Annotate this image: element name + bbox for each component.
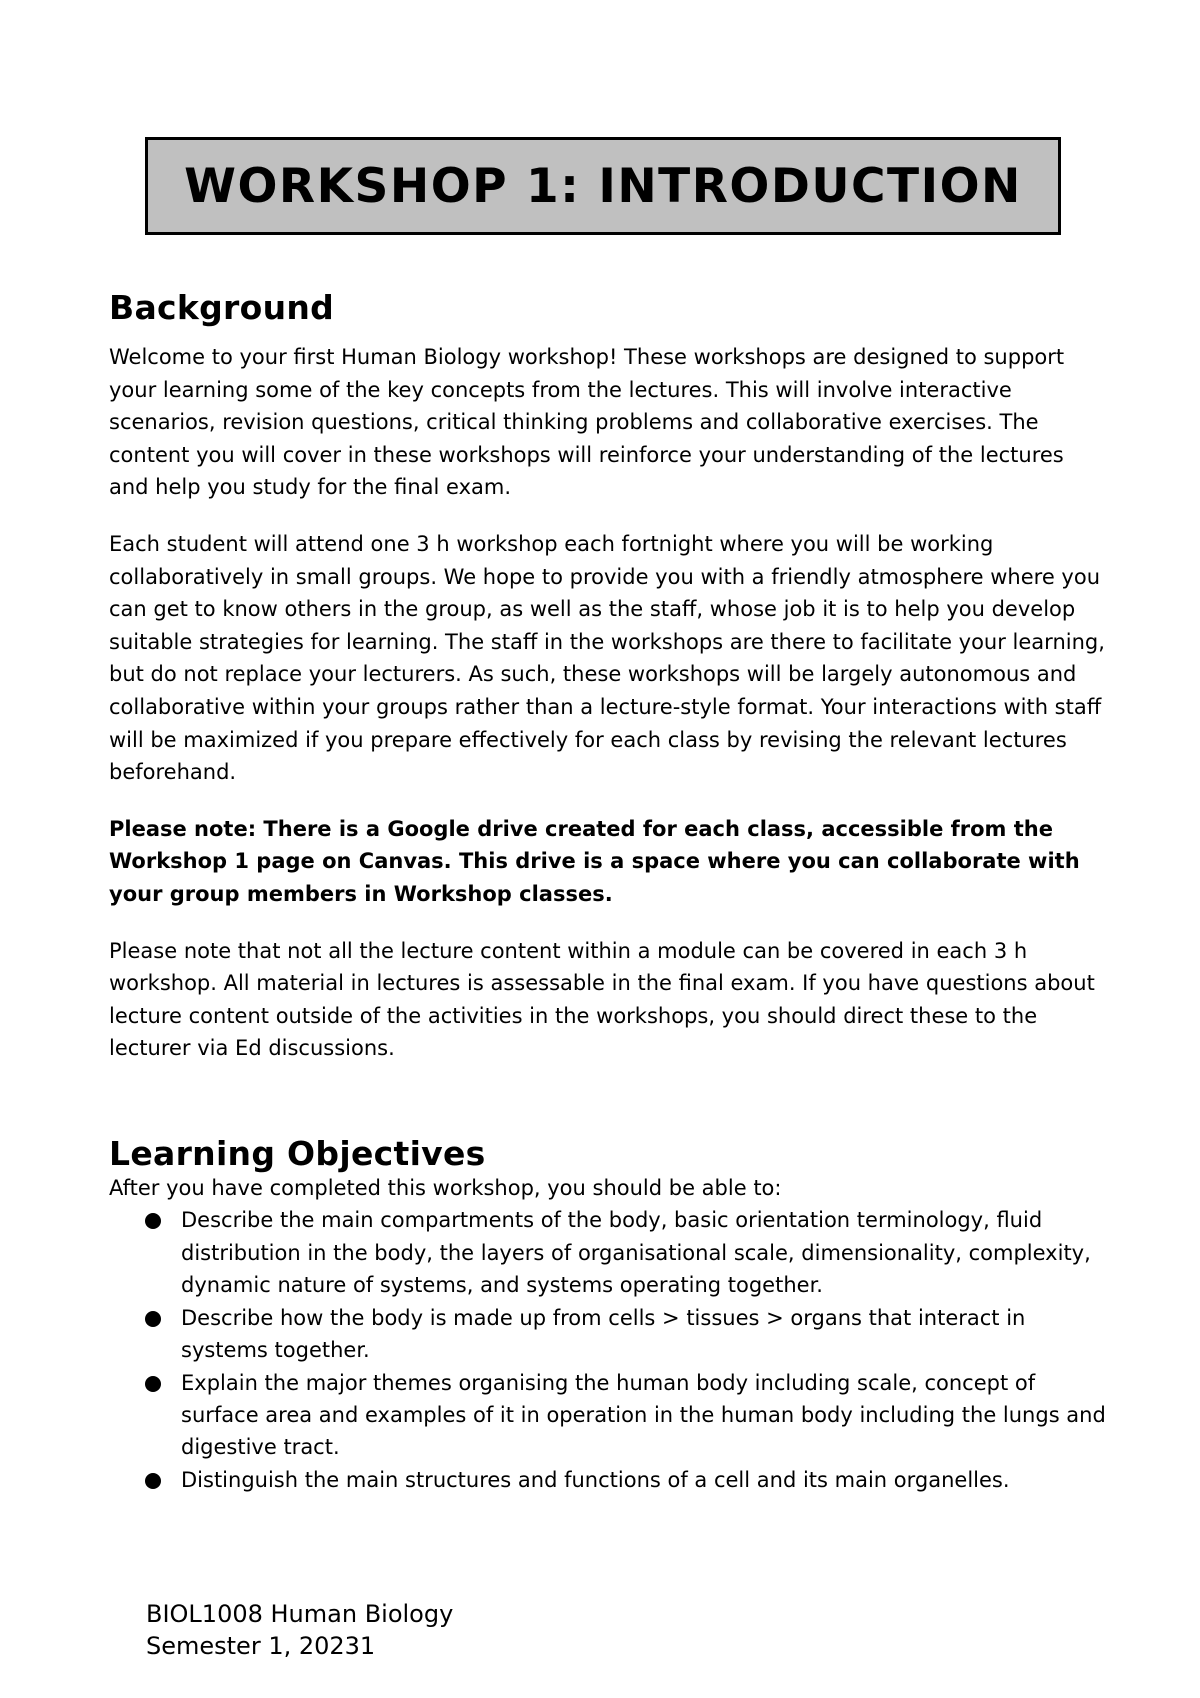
learning-objectives-heading: Learning Objectives <box>109 1133 486 1173</box>
list-item-text: Distinguish the main structures and functions of a cell and its main organelles. <box>181 1467 1010 1492</box>
course-name: BIOL1008 Human Biology <box>146 1600 454 1628</box>
page-title: WORKSHOP 1: INTRODUCTION <box>184 158 1022 214</box>
bullet-icon <box>145 1473 161 1489</box>
list-item-text: Describe how the body is made up from cells > tissues > organs that interact in systems together. <box>181 1305 1026 1363</box>
list-item-text: Explain the major themes organising the human body including scale, concept of surface area and examples of it in operation in the human body including the lungs and digestive tract. <box>181 1370 1106 1460</box>
background-paragraph-2: Each student will attend one 3 h workshop each fortnight where you will be working collaboratively in small groups. We hope to provide you with a friendly atmosphere where you can get to know others in the group, as well as the staff, whose job it is to help you develop suitable strategies for learning. The staff in the workshops are there to facilitate your learning, but do not replace your lecturers. As such, these workshops will be largely autonomous and collaborative within your groups rather than a lecture-style format. Your interactions with staff will be maximized if you prepare effectively for each class by revising the relevant lectures beforehand. <box>109 531 1105 785</box>
learning-objectives-intro: After you have completed this workshop, you should be able to: <box>109 1175 782 1200</box>
list-item <box>181 1367 1109 1464</box>
background-paragraph-1: Welcome to your first Human Biology workshop! These workshops are designed to support your learning some of the key concepts from the lectures. This will involve interactive scenarios, revision questions, critical thinking problems and collaborative exercises. The content you will cover in these workshops will reinforce your understanding of the lectures and help you study for the final exam. <box>109 345 1065 500</box>
google-drive-note: Please note: There is a Google drive created for each class, accessible from the Workshop 1 page on Canvas. This drive is a space where you can collaborate with your group members in Workshop classes. <box>109 816 1080 906</box>
list-item <box>181 1302 1109 1367</box>
page-footer <box>146 1598 453 1662</box>
list-item-text: Describe the main compartments of the body, basic orientation terminology, fluid distribution in the body, the layers of organisational scale, dimensionality, complexity, dynamic nature of systems, and systems operating together. <box>181 1208 1091 1298</box>
main-content <box>109 288 1109 1496</box>
list-item <box>181 1204 1109 1301</box>
semester-label: Semester 1, 20231 <box>146 1632 376 1660</box>
list-item <box>181 1464 1109 1496</box>
background-heading: Background <box>109 288 335 327</box>
title-banner <box>145 137 1061 235</box>
bullet-icon <box>145 1311 161 1327</box>
learning-objectives-list <box>109 1204 1109 1496</box>
background-paragraph-4: Please note that not all the lecture content within a module can be covered in each 3 h workshop. All material in lectures is assessable in the final exam. If you have questions about lecture content outside of the activities in the workshops, you should direct these to the lecturer via Ed discussions. <box>109 938 1095 1061</box>
bullet-icon <box>145 1213 161 1229</box>
bullet-icon <box>145 1376 161 1392</box>
